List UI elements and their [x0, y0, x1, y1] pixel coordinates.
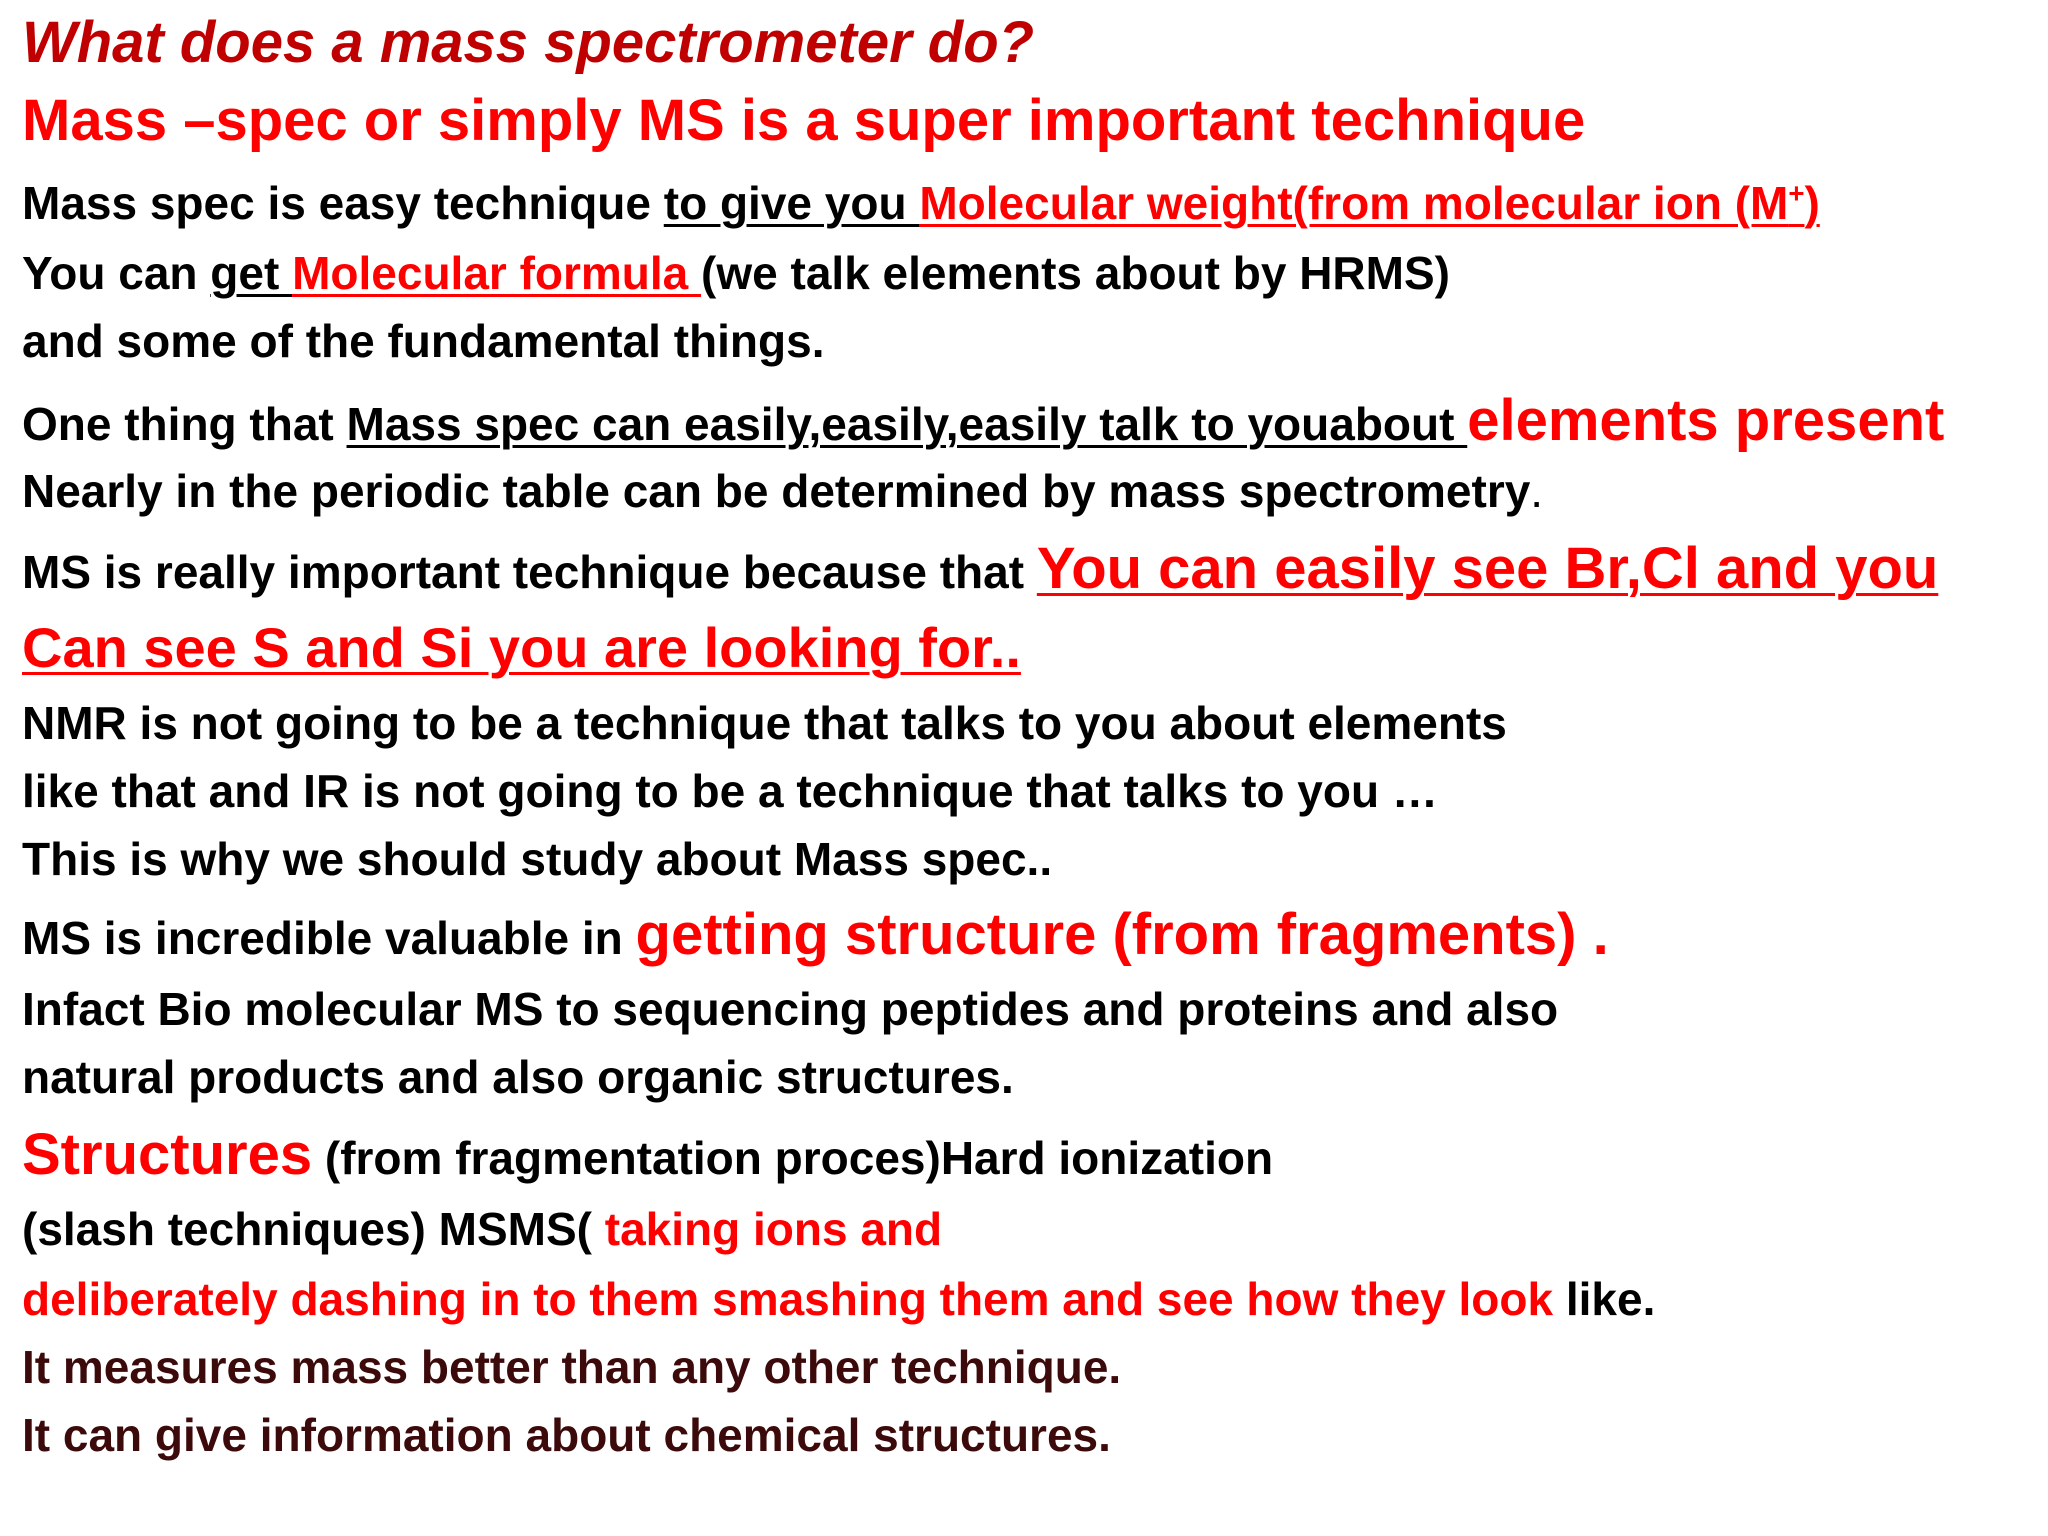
text-segment: MS is really important technique because that [22, 546, 1037, 598]
text-line-molecular-weight [22, 177, 1820, 229]
highlight-br-cl: You can easily see Br,Cl and you [1036, 536, 1939, 601]
text-line-slash-techniques [22, 1203, 943, 1255]
text-line-s-si: Can see S and Si you are looking for.. [22, 616, 1021, 679]
highlight-getting-structure: getting structure (from fragments) . [635, 902, 1609, 967]
text-segment: You can [22, 247, 211, 299]
text-segment: Mass spec is easy technique [22, 177, 664, 229]
text-segment: MS is incredible valuable in [22, 912, 636, 964]
text-line-periodic-table [22, 465, 1544, 517]
text-segment-underlined: Mass spec can easily,easily,easily talk to youabout [346, 398, 1468, 450]
text-line-molecular-formula [22, 247, 1450, 299]
text-line-natural-products: natural products and also organic structures. [22, 1051, 1014, 1103]
text-segment-underlined: to give you [663, 177, 920, 229]
text-line-fundamental: and some of the fundamental things. [22, 315, 825, 367]
text-segment: Nearly in the periodic table can be determined by mass spectrometry [22, 465, 1531, 517]
text-line-chemical-structures: It can give information about chemical structures. [22, 1409, 1111, 1461]
text-segment: (slash techniques) MSMS( [22, 1203, 605, 1255]
text-line-nmr: NMR is not going to be a technique that talks to you about elements [22, 697, 1507, 749]
text-segment: One thing that [22, 398, 347, 450]
slide-subtitle: Mass –spec or simply MS is a super important technique [22, 88, 1586, 153]
highlight-deliberately-dashing: deliberately dashing in to them smashing them and see how they look [22, 1273, 1554, 1325]
text-line-deliberately-dashing [22, 1273, 1656, 1325]
text-line-br-cl [22, 536, 1939, 601]
highlight-elements-present: elements present [1467, 388, 1945, 453]
highlight-molecular-weight: Molecular weight(from molecular ion (M+) [919, 177, 1820, 229]
text-line-ir: like that and IR is not going to be a technique that talks to you … [22, 765, 1438, 817]
text-segment: . [1530, 465, 1544, 517]
text-line-elements-present [22, 388, 1945, 453]
highlight-structures: Structures [22, 1122, 313, 1187]
slide-title: What does a mass spectrometer do? [22, 10, 1035, 75]
text-line-bio-molecular: Infact Bio molecular MS to sequencing peptides and proteins and also [22, 983, 1559, 1035]
text-line-getting-structure [22, 902, 1609, 967]
text-segment: (we talk elements about by HRMS) [701, 247, 1450, 299]
text-segment: like. [1553, 1273, 1656, 1325]
text-segment-underlined: get [210, 247, 293, 299]
text-segment: (from fragmentation proces)Hard ionization [312, 1132, 1274, 1184]
text-line-measures-mass: It measures mass better than any other technique. [22, 1341, 1122, 1393]
text-line-why-study: This is why we should study about Mass spec.. [22, 833, 1053, 885]
text-line-structures [22, 1122, 1274, 1187]
highlight-taking-ions: taking ions and [604, 1203, 943, 1255]
highlight-molecular-formula: Molecular formula [292, 247, 702, 299]
